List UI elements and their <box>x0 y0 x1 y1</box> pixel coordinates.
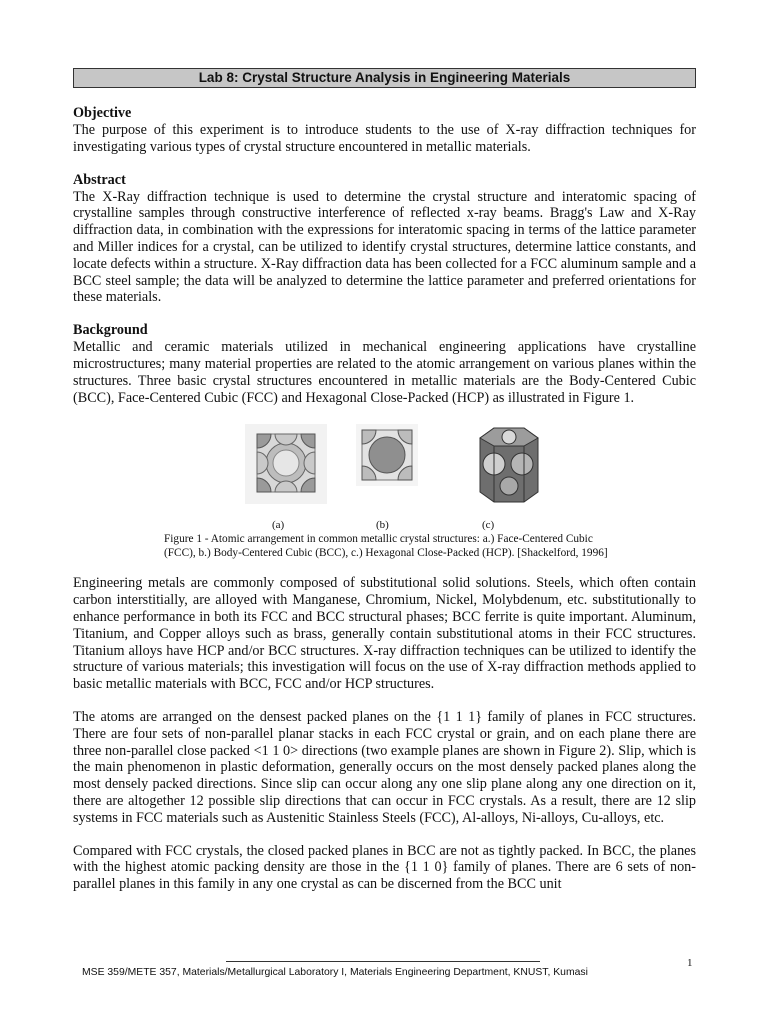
abstract-section <box>73 172 696 307</box>
figure-label-c: (c) <box>482 519 495 532</box>
footer-divider <box>226 961 540 962</box>
abstract-heading: Abstract <box>73 171 126 188</box>
body-paragraph: The atoms are arranged on the densest packed planes on the {1 1 1} family of planes in FCC structures. There are four sets of non-parallel planar stacks in each FCC crystal or grain, and on each plane there are three non-parallel close packed <1 1 0> directions (two example planes are shown in Figure 2). Slip, which is the main phenomenon in plastic deformation, generally occurs on the most densely packed planes along the most densely packed directions. Since slip can occur along any one slip plane along any one direction on it, there are altogether 12 possible slip directions that can occur in FCC crystals. As a result, there are 12 slip systems in FCC materials such as Austenitic Stainless Steels (FCC), Al-alloys, Ni-alloys, Cu-alloys, etc. <box>73 708 696 826</box>
body-paragraph: Compared with FCC crystals, the closed packed planes in BCC are not as tightly packed. In BCC, the planes with the highest atomic packing density are those in the {1 1 0} family of planes. There are 6 sets of non-parallel planes in this family in any one crystal as can be discerned from the BCC unit <box>73 842 696 893</box>
lab-title: Lab 8: Crystal Structure Analysis in Engineering Materials <box>73 68 696 88</box>
figure-label-b: (b) <box>376 519 389 532</box>
objective-heading: Objective <box>73 105 132 121</box>
background-section <box>73 322 696 406</box>
fcc-unit-cell-image <box>245 424 327 504</box>
background-heading: Background <box>73 322 148 339</box>
hcp-unit-cell-image <box>470 424 546 504</box>
objective-section <box>73 105 696 156</box>
document-page <box>73 68 696 893</box>
background-text: Metallic and ceramic materials utilized in mechanical engineering applications have crystalline microstructures; many material properties are related to the atomic arrangement on various planes within the structures. Three basic crystal structures encountered in metallic materials are the Body-Centered Cubic (BCC), Face-Centered Cubic (FCC) and Hexagonal Close-Packed (HCP) as illustrated in Figure 1. <box>73 339 696 406</box>
body-paragraph: Engineering metals are commonly composed of substitutional solid solutions. Steels, which often contain carbon interstitially, are alloyed with Manganese, Chromium, Nickel, Molybdenum, etc. substitutionally to enhance performance in both its FCC and BCC structural phases; BCC ferrite is quite important. Aluminum, Titanium, and Copper alloys such as brass, generally contain substitutional atoms in their FCC structures. Titanium alloys have HCP and/or BCC structures. X-ray diffraction techniques can be utilized to identify the structure of various materials; this investigation will focus on the use of X-ray diffraction methods applied to basic metallic materials with BCC, FCC and/or HCP structures. <box>73 575 696 693</box>
abstract-text: The X-Ray diffraction technique is used to determine the crystal structure and interatomic spacing of crystalline samples through constructive interference of reflected x-ray beams. Bragg's Law and X-Ray diffraction data, in combination with the expressions for interatomic spacing in terms of the lattice parameter and Miller indices for a crystal, can be utilized to identify crystal structures, determine lattice constants, and locate defects within a structure. X-Ray diffraction data has been collected for a FCC aluminum sample and a BCC steel sample; the data will be analyzed to determine the lattice parameter and preferred orientations for these materials. <box>73 188 696 306</box>
footer-text: MSE 359/METE 357, Materials/Metallurgical Laboratory I, Materials Engineering Department, KNUST, Kumasi <box>82 967 588 978</box>
objective-text: The purpose of this experiment is to introduce students to the use of X-ray diffraction techniques for investigating various types of crystal structure encountered in metallic materials. <box>73 122 696 155</box>
figure-caption: Figure 1 - Atomic arrangement in common metallic crystal structures: a.) Face-Centered Cubic (FCC), b.) Body-Centered Cubic (BCC), c.) Hexagonal Close-Packed (HCP). [Shackelford, 1996] <box>164 533 608 559</box>
bcc-unit-cell-image <box>356 424 418 486</box>
figure-label-a: (a) <box>272 519 285 532</box>
page-number: 1 <box>687 957 693 969</box>
figure-1 <box>73 421 696 571</box>
